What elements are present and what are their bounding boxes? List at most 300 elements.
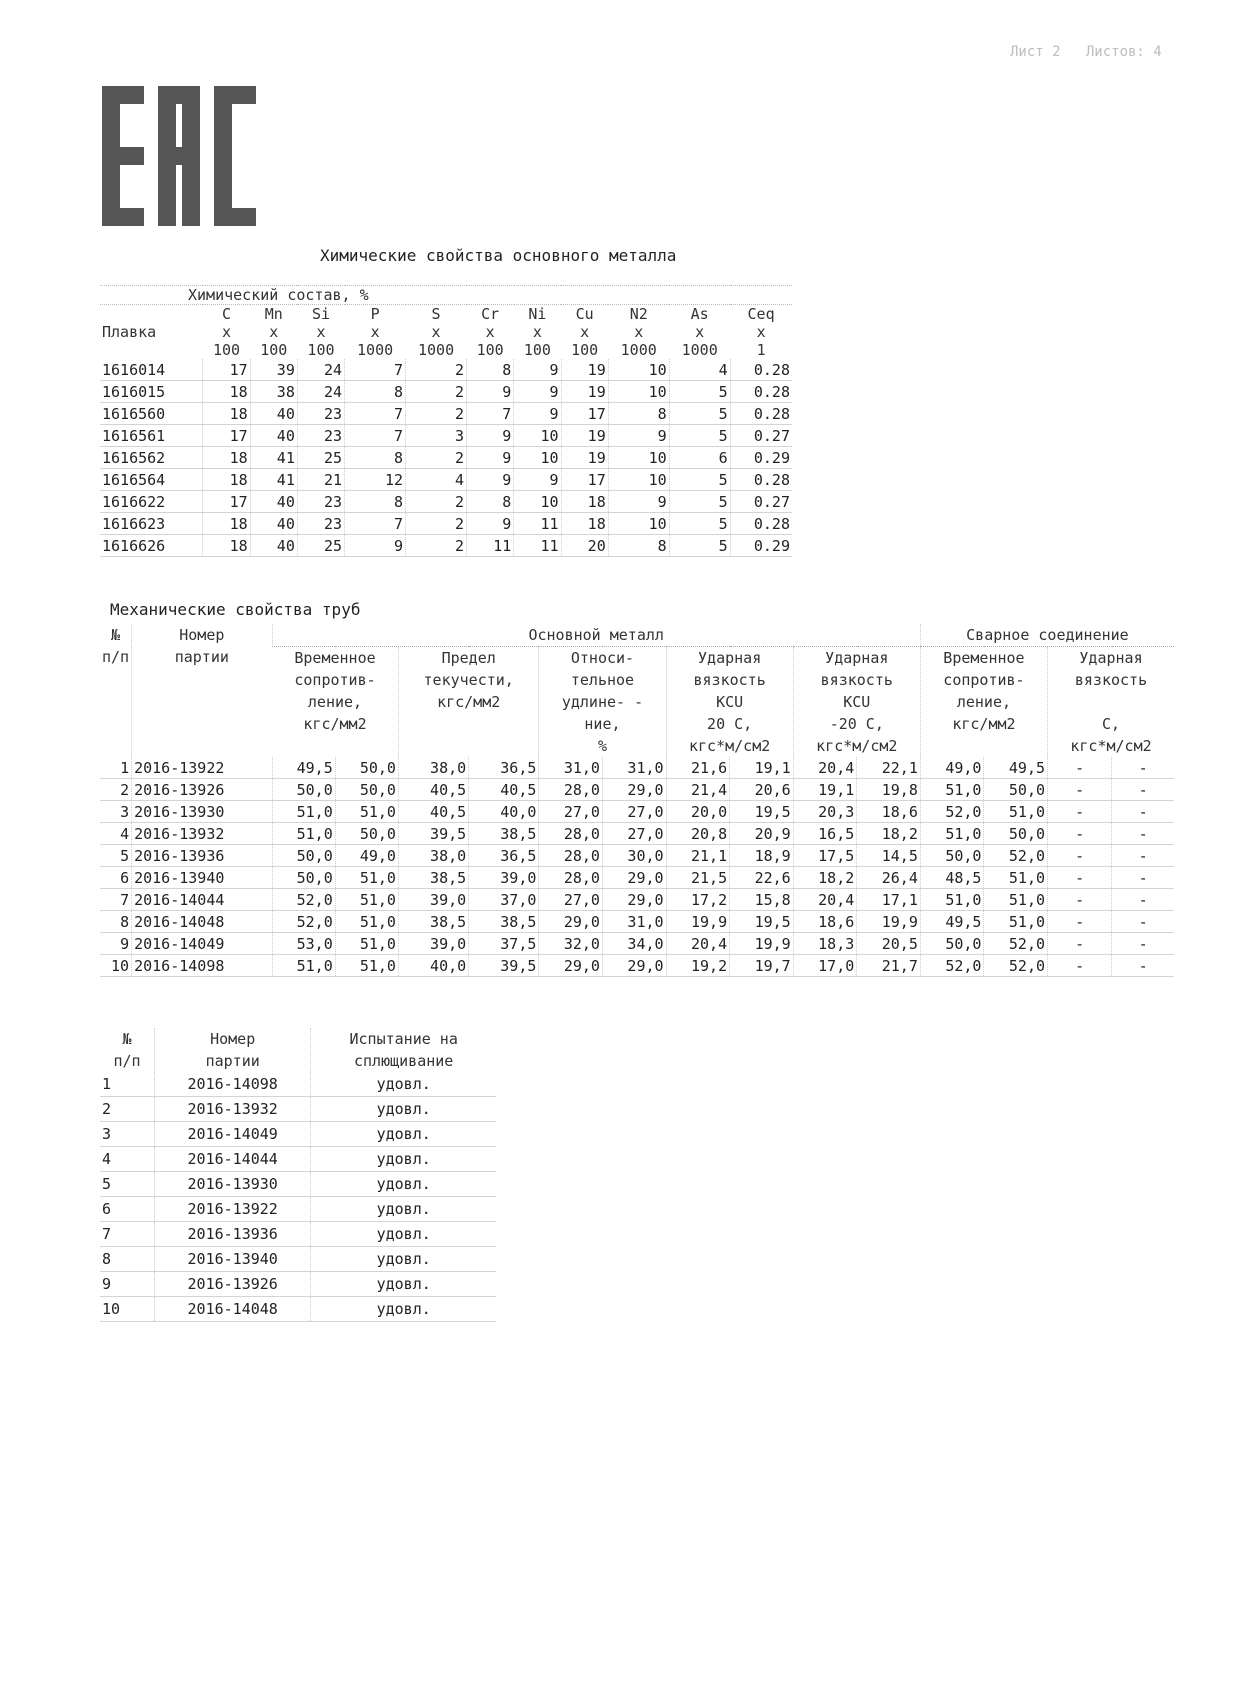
element-header xyxy=(203,305,250,360)
test-value: 18,9 xyxy=(730,845,794,867)
element-header-line: 1000 xyxy=(681,341,718,359)
test-value: 19,9 xyxy=(666,911,730,933)
element-header xyxy=(730,305,792,360)
element-value: 17 xyxy=(203,359,250,381)
element-header-line: 100 xyxy=(212,341,241,359)
table-row xyxy=(100,867,1174,889)
element-value: 25 xyxy=(297,535,344,557)
heat-number: 1616015 xyxy=(100,381,203,403)
test-value: 51,0 xyxy=(272,823,335,845)
element-value: 0.27 xyxy=(730,491,792,513)
element-value: 7 xyxy=(345,359,406,381)
test-value: 51,0 xyxy=(920,889,984,911)
test-value: 50,0 xyxy=(920,933,984,955)
table-row xyxy=(100,425,792,447)
base-metal-header: Основной металл xyxy=(272,624,920,647)
test-value: 20,6 xyxy=(730,779,794,801)
test-value: 38,5 xyxy=(469,823,539,845)
heat-number: 1616560 xyxy=(100,403,203,425)
test-value: 27,0 xyxy=(539,801,603,823)
element-value: 9 xyxy=(608,425,669,447)
element-value: 10 xyxy=(608,447,669,469)
element-header-line: S xyxy=(431,305,441,323)
element-value: 18 xyxy=(203,381,250,403)
eac-logo xyxy=(102,86,262,226)
weld-impact-value: - xyxy=(1048,757,1112,779)
element-value: 9 xyxy=(467,381,514,403)
element-value: 2 xyxy=(406,403,467,425)
row-number: 2 xyxy=(100,779,132,801)
test-value: 29,0 xyxy=(602,779,666,801)
mechanical-rows xyxy=(100,757,1174,977)
test-result: удовл. xyxy=(311,1297,496,1322)
element-header-line: 1000 xyxy=(357,341,394,359)
test-value: 18,6 xyxy=(793,911,857,933)
element-value: 9 xyxy=(345,535,406,557)
element-header-line: x xyxy=(316,323,326,341)
test-value: 50,0 xyxy=(272,867,335,889)
row-number: 5 xyxy=(100,845,132,867)
element-value: 2 xyxy=(406,491,467,513)
element-value: 2 xyxy=(406,381,467,403)
test-value: 19,5 xyxy=(730,911,794,933)
test-value: 28,0 xyxy=(539,867,603,889)
test-value: 39,0 xyxy=(398,889,468,911)
element-value: 4 xyxy=(406,469,467,491)
element-value: 0.28 xyxy=(730,359,792,381)
table-row xyxy=(100,403,792,425)
test-value: 27,0 xyxy=(539,889,603,911)
row-number: 7 xyxy=(100,889,132,911)
test-value: 51,0 xyxy=(272,801,335,823)
heat-number: 1616564 xyxy=(100,469,203,491)
element-header-line: Ni xyxy=(528,305,547,323)
test-value: 50,0 xyxy=(335,757,398,779)
table-row xyxy=(100,1197,496,1222)
row-number: 3 xyxy=(100,1122,155,1147)
element-header xyxy=(250,305,297,360)
element-value: 23 xyxy=(297,425,344,447)
test-value: 17,1 xyxy=(857,889,921,911)
lot-number: 2016-14049 xyxy=(155,1122,311,1147)
test-value: 38,0 xyxy=(398,757,468,779)
table-row xyxy=(100,801,1174,823)
element-header-line: N2 xyxy=(629,305,648,323)
weld-header: Сварное соединение xyxy=(920,624,1174,647)
element-value: 23 xyxy=(297,403,344,425)
table-row xyxy=(100,889,1174,911)
test-value: 52,0 xyxy=(984,933,1048,955)
element-header-line: Cr xyxy=(481,305,500,323)
table-row xyxy=(100,381,792,403)
element-value: 8 xyxy=(467,359,514,381)
element-value: 7 xyxy=(467,403,514,425)
weld-impact-value: - xyxy=(1112,955,1174,977)
mech-no-header: № п/п xyxy=(102,626,130,666)
test-value: 31,0 xyxy=(539,757,603,779)
test-value: 32,0 xyxy=(539,933,603,955)
test-value: 40,0 xyxy=(398,955,468,977)
table-row xyxy=(100,447,792,469)
test-value: 52,0 xyxy=(984,955,1048,977)
heat-number: 1616014 xyxy=(100,359,203,381)
table-row xyxy=(100,911,1174,933)
element-value: 40 xyxy=(250,535,297,557)
element-value: 10 xyxy=(608,469,669,491)
element-value: 17 xyxy=(561,403,608,425)
element-value: 39 xyxy=(250,359,297,381)
lot-number: 2016-13926 xyxy=(155,1272,311,1297)
element-value: 9 xyxy=(514,403,561,425)
lot-number: 2016-13922 xyxy=(155,1197,311,1222)
test-value: 31,0 xyxy=(602,911,666,933)
element-value: 9 xyxy=(467,513,514,535)
element-value: 10 xyxy=(514,447,561,469)
weld-impact-value: - xyxy=(1112,889,1174,911)
element-header xyxy=(406,305,467,360)
test-value: 40,5 xyxy=(469,779,539,801)
test-value: 21,7 xyxy=(857,955,921,977)
element-value: 5 xyxy=(669,381,730,403)
element-value: 24 xyxy=(297,359,344,381)
weld-impact-value: - xyxy=(1048,955,1112,977)
element-value: 5 xyxy=(669,403,730,425)
element-value: 18 xyxy=(203,535,250,557)
element-value: 0.28 xyxy=(730,381,792,403)
row-number: 4 xyxy=(100,823,132,845)
element-value: 41 xyxy=(250,447,297,469)
test-value: 36,5 xyxy=(469,845,539,867)
table-row xyxy=(100,1122,496,1147)
test-value: 52,0 xyxy=(272,911,335,933)
element-value: 5 xyxy=(669,469,730,491)
test-value: 20,3 xyxy=(793,801,857,823)
test-value: 37,0 xyxy=(469,889,539,911)
test-value: 48,5 xyxy=(920,867,984,889)
element-value: 10 xyxy=(608,359,669,381)
element-header-line: As xyxy=(690,305,709,323)
element-value: 38 xyxy=(250,381,297,403)
element-value: 9 xyxy=(514,469,561,491)
heat-number: 1616561 xyxy=(100,425,203,447)
test-value: 29,0 xyxy=(602,889,666,911)
test-value: 14,5 xyxy=(857,845,921,867)
test-value: 19,7 xyxy=(730,955,794,977)
row-number: 10 xyxy=(100,955,132,977)
test-value: 52,0 xyxy=(272,889,335,911)
element-header-line: x xyxy=(756,323,766,341)
test-value: 50,0 xyxy=(272,779,335,801)
element-value: 17 xyxy=(203,425,250,447)
flat-lot-header: Номер партии xyxy=(155,1028,311,1072)
heat-number: 1616622 xyxy=(100,491,203,513)
test-value: 51,0 xyxy=(335,889,398,911)
test-value: 50,0 xyxy=(920,845,984,867)
chemical-rows xyxy=(100,359,792,557)
test-value: 22,6 xyxy=(730,867,794,889)
test-result: удовл. xyxy=(311,1147,496,1172)
element-value: 20 xyxy=(561,535,608,557)
test-value: 50,0 xyxy=(984,779,1048,801)
row-number: 4 xyxy=(100,1147,155,1172)
row-number: 6 xyxy=(100,867,132,889)
element-value: 9 xyxy=(467,425,514,447)
lot-number: 2016-13932 xyxy=(132,823,272,845)
test-value: 22,1 xyxy=(857,757,921,779)
element-value: 6 xyxy=(669,447,730,469)
element-value: 10 xyxy=(514,491,561,513)
table-row xyxy=(100,1172,496,1197)
element-value: 9 xyxy=(608,491,669,513)
test-value: 20,4 xyxy=(793,889,857,911)
element-value: 2 xyxy=(406,513,467,535)
element-value: 10 xyxy=(514,425,561,447)
element-header-line: Ceq xyxy=(747,305,775,323)
element-header-line: 1000 xyxy=(417,341,455,359)
test-value: 51,0 xyxy=(920,779,984,801)
heat-number: 1616562 xyxy=(100,447,203,469)
test-value: 17,2 xyxy=(666,889,730,911)
weld-impact-value: - xyxy=(1048,867,1112,889)
lot-number: 2016-13932 xyxy=(155,1097,311,1122)
flat-test-header: Испытание на сплющивание xyxy=(311,1028,496,1072)
test-value: 40,5 xyxy=(398,779,468,801)
table-row xyxy=(100,823,1174,845)
element-header-line: Si xyxy=(311,305,330,323)
element-value: 8 xyxy=(467,491,514,513)
heat-number: 1616626 xyxy=(100,535,203,557)
lot-number: 2016-13930 xyxy=(155,1172,311,1197)
element-header-line: x xyxy=(532,323,542,341)
element-value: 2 xyxy=(406,359,467,381)
row-number: 7 xyxy=(100,1222,155,1247)
test-value: 51,0 xyxy=(335,867,398,889)
element-header-line: P xyxy=(370,305,380,323)
lot-number: 2016-14048 xyxy=(132,911,272,933)
element-value: 25 xyxy=(297,447,344,469)
weld-impact-value: - xyxy=(1112,933,1174,955)
test-value: 51,0 xyxy=(335,955,398,977)
element-value: 10 xyxy=(608,513,669,535)
test-value: 52,0 xyxy=(920,801,984,823)
element-value: 19 xyxy=(561,447,608,469)
row-number: 8 xyxy=(100,1247,155,1272)
test-value: 53,0 xyxy=(272,933,335,955)
test-value: 20,0 xyxy=(666,801,730,823)
base-metal-column-header: Относи- тельное удлине- - ние, % xyxy=(539,647,666,758)
element-value: 18 xyxy=(561,491,608,513)
element-header-line: x xyxy=(431,323,441,341)
element-value: 5 xyxy=(669,491,730,513)
element-value: 18 xyxy=(203,513,250,535)
test-value: 39,0 xyxy=(469,867,539,889)
test-value: 49,5 xyxy=(272,757,335,779)
element-header-line: x xyxy=(485,323,495,341)
element-value: 8 xyxy=(345,491,406,513)
test-value: 20,5 xyxy=(857,933,921,955)
lot-number: 2016-14044 xyxy=(132,889,272,911)
weld-impact-value: - xyxy=(1048,823,1112,845)
test-value: 16,5 xyxy=(793,823,857,845)
chemical-subtitle: Химический состав, % xyxy=(100,286,792,305)
table-row xyxy=(100,845,1174,867)
table-row xyxy=(100,535,792,557)
element-value: 2 xyxy=(406,447,467,469)
test-value: 39,5 xyxy=(398,823,468,845)
test-value: 26,4 xyxy=(857,867,921,889)
lot-number: 2016-14044 xyxy=(155,1147,311,1172)
test-value: 52,0 xyxy=(984,845,1048,867)
test-value: 38,5 xyxy=(469,911,539,933)
test-value: 17,0 xyxy=(793,955,857,977)
weld-impact-value: - xyxy=(1048,911,1112,933)
test-value: 39,5 xyxy=(469,955,539,977)
element-header-line: x xyxy=(580,323,590,341)
table-row xyxy=(100,757,1174,779)
lot-number: 2016-13940 xyxy=(132,867,272,889)
element-header-line: 100 xyxy=(476,341,504,359)
element-value: 5 xyxy=(669,513,730,535)
element-value: 0.29 xyxy=(730,447,792,469)
sheet-number: Лист 2 Листов: 4 xyxy=(1010,44,1162,60)
table-row xyxy=(100,1222,496,1247)
test-value: 19,1 xyxy=(730,757,794,779)
element-value: 21 xyxy=(297,469,344,491)
table-row xyxy=(100,491,792,513)
element-header-line: x xyxy=(221,323,232,341)
element-header xyxy=(669,305,730,360)
row-number: 10 xyxy=(100,1297,155,1322)
element-header-line: x xyxy=(269,323,279,341)
test-value: 30,0 xyxy=(602,845,666,867)
test-value: 50,0 xyxy=(335,823,398,845)
test-value: 28,0 xyxy=(539,845,603,867)
test-result: удовл. xyxy=(311,1097,496,1122)
table-row xyxy=(100,1272,496,1297)
element-value: 18 xyxy=(203,469,250,491)
element-value: 40 xyxy=(250,403,297,425)
mech-lot-header: Номер партии xyxy=(132,624,272,757)
test-value: 31,0 xyxy=(602,757,666,779)
element-value: 2 xyxy=(406,535,467,557)
test-value: 21,5 xyxy=(666,867,730,889)
chemical-composition-table xyxy=(100,285,792,557)
element-value: 0.27 xyxy=(730,425,792,447)
mechanical-properties-table xyxy=(100,624,1174,977)
test-value: 17,5 xyxy=(793,845,857,867)
row-number: 5 xyxy=(100,1172,155,1197)
test-value: 19,5 xyxy=(730,801,794,823)
test-value: 18,2 xyxy=(857,823,921,845)
row-number: 8 xyxy=(100,911,132,933)
test-value: 51,0 xyxy=(984,867,1048,889)
weld-impact-value: - xyxy=(1112,779,1174,801)
element-value: 23 xyxy=(297,491,344,513)
chemical-header-row xyxy=(100,305,792,360)
test-result: удовл. xyxy=(311,1172,496,1197)
base-metal-column-header: Временное сопротив- ление, кгс/мм2 xyxy=(294,649,376,733)
element-value: 17 xyxy=(561,469,608,491)
heat-header: Плавка xyxy=(102,323,157,341)
element-value: 18 xyxy=(203,403,250,425)
weld-impact-value: - xyxy=(1112,845,1174,867)
flattening-test-table xyxy=(100,1028,496,1322)
test-value: 28,0 xyxy=(539,779,603,801)
element-header-line: Cu xyxy=(575,305,594,323)
element-header xyxy=(514,305,561,360)
test-value: 15,8 xyxy=(730,889,794,911)
element-value: 9 xyxy=(467,469,514,491)
element-value: 8 xyxy=(608,535,669,557)
element-header-line: 1 xyxy=(756,341,766,359)
weld-impact-value: - xyxy=(1112,801,1174,823)
element-value: 12 xyxy=(345,469,406,491)
lot-number: 2016-14048 xyxy=(155,1297,311,1322)
element-header-line: x xyxy=(370,323,380,341)
flattening-rows xyxy=(100,1072,496,1322)
element-header xyxy=(467,305,514,360)
weld-column-header: Ударная вязкость C, кгс*м/см2 xyxy=(1048,647,1174,758)
weld-impact-value: - xyxy=(1048,845,1112,867)
element-value: 3 xyxy=(406,425,467,447)
row-number: 2 xyxy=(100,1097,155,1122)
element-value: 40 xyxy=(250,513,297,535)
element-header-line: 100 xyxy=(571,341,599,359)
element-value: 11 xyxy=(467,535,514,557)
lot-number: 2016-14098 xyxy=(132,955,272,977)
test-value: 38,5 xyxy=(398,867,468,889)
weld-impact-value: - xyxy=(1048,933,1112,955)
test-value: 52,0 xyxy=(920,955,984,977)
test-value: 19,9 xyxy=(730,933,794,955)
test-value: 49,5 xyxy=(984,757,1048,779)
element-header-line: 100 xyxy=(523,341,551,359)
element-value: 19 xyxy=(561,425,608,447)
element-value: 0.28 xyxy=(730,403,792,425)
test-value: 18,2 xyxy=(793,867,857,889)
base-metal-column-header: Ударная вязкость KCU 20 C, кгс*м/см2 xyxy=(666,647,793,758)
element-value: 0.28 xyxy=(730,469,792,491)
element-value: 40 xyxy=(250,425,297,447)
test-value: 36,5 xyxy=(469,757,539,779)
element-value: 41 xyxy=(250,469,297,491)
test-value: 18,3 xyxy=(793,933,857,955)
test-value: 39,0 xyxy=(398,933,468,955)
heat-number: 1616623 xyxy=(100,513,203,535)
mechanical-title: Механические свойства труб xyxy=(110,600,361,619)
table-row xyxy=(100,1072,496,1097)
table-row xyxy=(100,359,792,381)
test-result: удовл. xyxy=(311,1122,496,1147)
element-value: 7 xyxy=(345,513,406,535)
test-value: 19,2 xyxy=(666,955,730,977)
flat-no-header: № п/п xyxy=(113,1030,141,1070)
test-value: 20,9 xyxy=(730,823,794,845)
lot-number: 2016-14049 xyxy=(132,933,272,955)
test-value: 50,0 xyxy=(272,845,335,867)
element-header-line: x xyxy=(695,323,705,341)
row-number: 9 xyxy=(100,1272,155,1297)
table-row xyxy=(100,1097,496,1122)
element-value: 7 xyxy=(345,403,406,425)
element-value: 7 xyxy=(345,425,406,447)
test-value: 29,0 xyxy=(539,955,603,977)
test-result: удовл. xyxy=(311,1197,496,1222)
element-value: 24 xyxy=(297,381,344,403)
element-header-line: x xyxy=(634,323,644,341)
lot-number: 2016-13940 xyxy=(155,1247,311,1272)
test-value: 27,0 xyxy=(602,801,666,823)
